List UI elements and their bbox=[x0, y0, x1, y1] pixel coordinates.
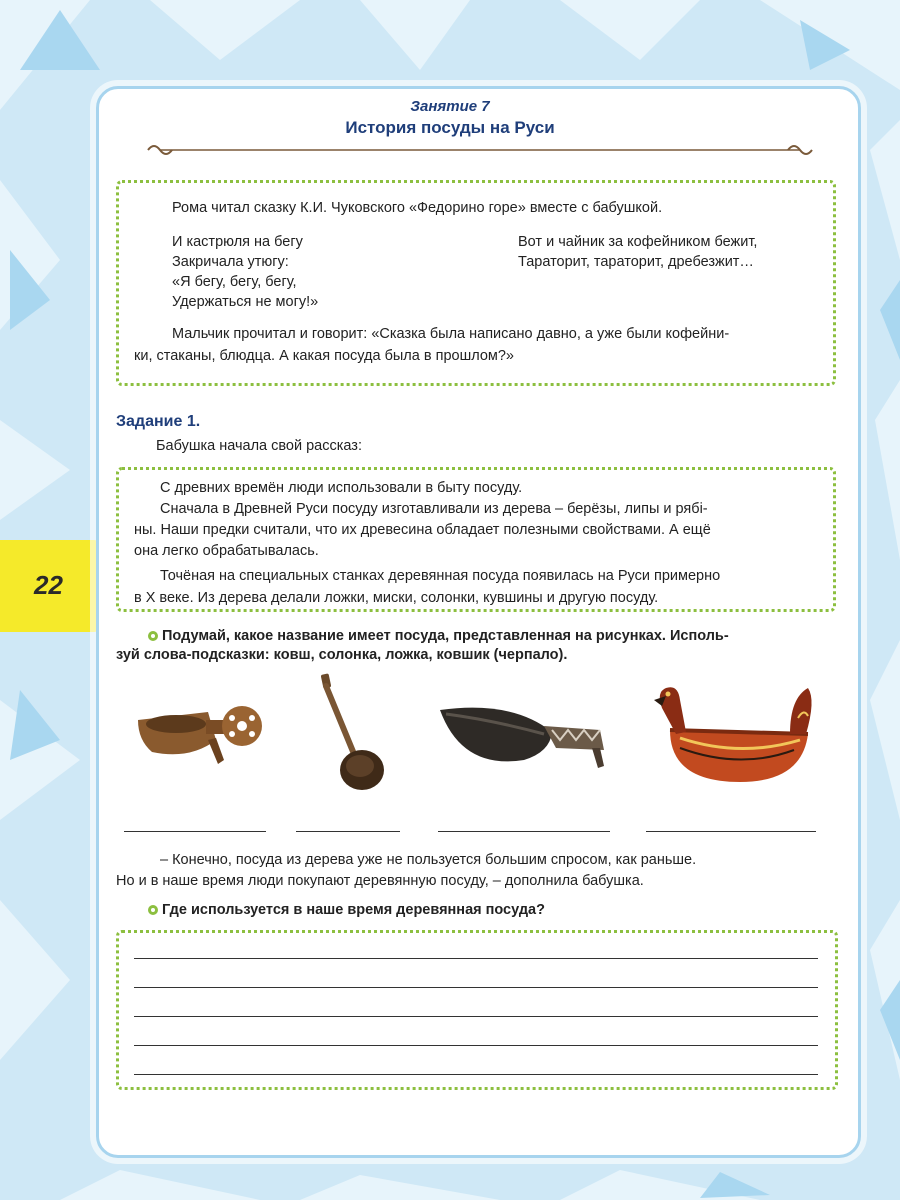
task-heading: Задание 1. bbox=[116, 413, 201, 430]
story-line: в X веке. Из дерева делали ложки, миски, солонки, кувшины и другую посуду. bbox=[134, 590, 659, 606]
poem-left-line: И кастрюля на бегу bbox=[172, 234, 303, 250]
intro-lead: Рома читал сказку К.И. Чуковского «Федорино горе» вместе с бабушкой. bbox=[172, 200, 663, 216]
story-line: Сначала в Древней Руси посуду изготавливали из дерева – берёзы, липы и рябі- bbox=[160, 501, 708, 517]
question-1-text: Подумай, какое название имеет посуда, представленная на рисунках. Исполь- bbox=[162, 628, 729, 644]
question-2-line bbox=[148, 900, 545, 921]
page-title: История посуды на Руси bbox=[345, 118, 555, 137]
question-1-line bbox=[148, 626, 729, 647]
ladle-image bbox=[432, 690, 612, 780]
answer-line[interactable] bbox=[438, 831, 610, 832]
grandma-line: – Конечно, посуда из дерева уже не пользуется большим спросом, как раньше. bbox=[160, 852, 697, 868]
story-line: ны. Наши предки считали, что их древесина обладает полезными свойствами. А ещё bbox=[134, 522, 711, 538]
question-2-text: Где используется в наше время деревянная посуда? bbox=[162, 902, 545, 918]
answer-line[interactable] bbox=[124, 831, 266, 832]
answer-line[interactable] bbox=[646, 831, 816, 832]
story-line: Точёная на специальных станках деревянная посуда появилась на Руси примерно bbox=[160, 568, 721, 584]
answer-box bbox=[116, 930, 838, 1090]
bullet-icon bbox=[148, 905, 158, 915]
answer-line[interactable] bbox=[134, 987, 818, 988]
kovsh-image bbox=[640, 678, 820, 788]
title-ornament bbox=[140, 140, 820, 160]
answer-line[interactable] bbox=[134, 1074, 818, 1075]
bullet-icon bbox=[148, 631, 158, 641]
poem-right-line: Тараторит, тараторит, дребезжит… bbox=[518, 254, 754, 270]
story-line: С древних времён люди использовали в быту посуду. bbox=[160, 480, 523, 496]
lesson-label: Занятие 7 bbox=[410, 98, 490, 115]
grandma-line: Но и в наше время люди покупают деревянную посуду, – дополнила бабушка. bbox=[116, 873, 644, 889]
question-1-line: зуй слова-подсказки: ковш, солонка, ложка, ковшик (черпало). bbox=[116, 647, 568, 663]
poem-right-line: Вот и чайник за кофейником бежит, bbox=[518, 234, 758, 250]
boy-question-line: Мальчик прочитал и говорит: «Сказка была написано давно, а уже были кофейни- bbox=[172, 326, 730, 342]
answer-line[interactable] bbox=[296, 831, 400, 832]
page-number: 22 bbox=[34, 570, 63, 600]
poem-left-line: «Я бегу, бегу, бегу, bbox=[172, 274, 297, 290]
scoop-image bbox=[130, 690, 270, 780]
answer-line[interactable] bbox=[134, 1016, 818, 1017]
poem-left-line: Закричала утюгу: bbox=[172, 254, 289, 270]
task-lead: Бабушка начала свой рассказ: bbox=[156, 438, 362, 454]
answer-line[interactable] bbox=[134, 958, 818, 959]
poem-left-line: Удержаться не могу!» bbox=[172, 294, 319, 310]
spoon-image bbox=[312, 670, 392, 795]
story-line: она легко обрабатывалась. bbox=[134, 543, 319, 559]
answer-line[interactable] bbox=[134, 1045, 818, 1046]
boy-question-line: ки, стаканы, блюдца. А какая посуда была в прошлом?» bbox=[134, 348, 514, 364]
